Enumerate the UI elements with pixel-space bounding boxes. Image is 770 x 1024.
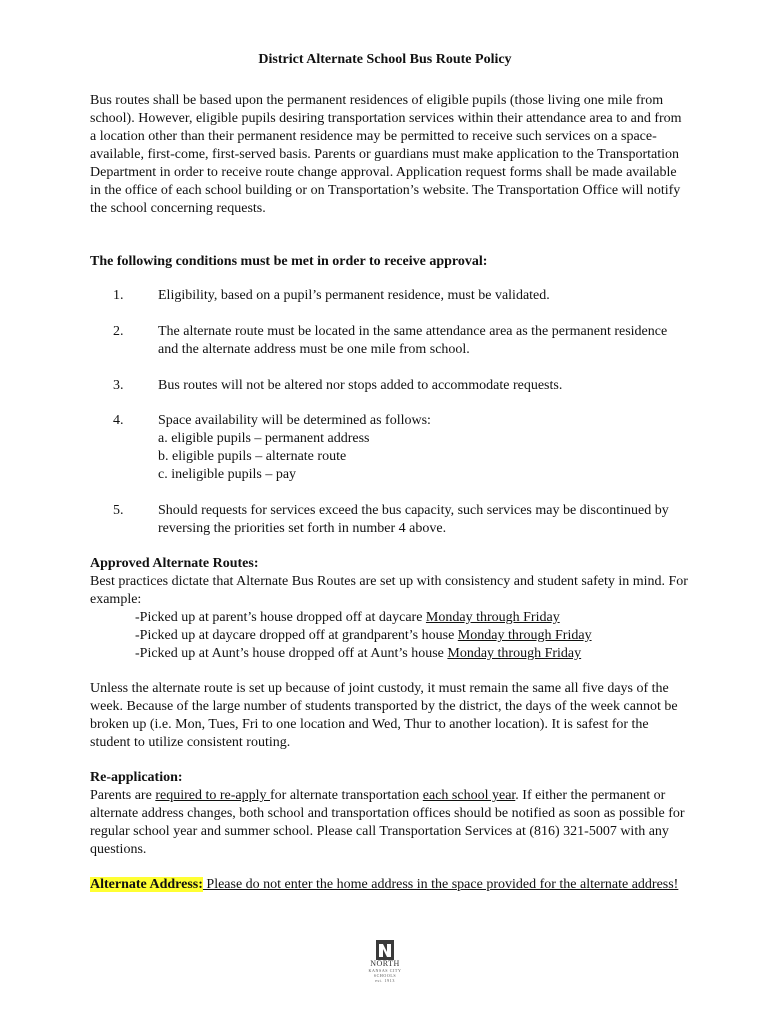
condition-number: 3.	[113, 378, 124, 393]
sublist-item: b. eligible pupils – alternate route	[158, 449, 347, 464]
logo-emblem-icon	[376, 940, 394, 960]
district-logo	[355, 940, 415, 1010]
example-route	[90, 627, 690, 645]
document-title: District Alternate School Bus Route Policy	[258, 52, 512, 67]
reapplication-heading: Re-application:	[90, 770, 183, 785]
approved-routes-section	[90, 555, 690, 663]
conditions-heading: The following conditions must be met in order to receive approval:	[90, 254, 488, 269]
condition-text: Bus routes will not be altered nor stops added to accommodate requests.	[158, 378, 563, 393]
approved-routes-text: Best practices dictate that Alternate Bus Routes are set up with consistency and student safety in mind. For example:	[90, 574, 688, 607]
example-route-text: -Picked up at Aunt’s house dropped off at Aunt’s house	[135, 646, 448, 661]
condition-number: 5.	[113, 503, 124, 518]
reapplication-text-part: for alternate transportation	[270, 788, 423, 803]
condition-text-with-sublist	[158, 412, 678, 484]
reapplication-emphasis: each school year	[422, 788, 516, 803]
alternate-address-text: Please do not enter the home address in the space provided for the alternate address!	[202, 877, 679, 892]
condition-number: 2.	[113, 324, 124, 339]
logo-text-established: est. 1913	[375, 978, 395, 983]
alternate-address-notice	[90, 876, 690, 894]
condition-text: Space availability will be determined as follows:	[158, 413, 431, 428]
sublist-item: c. ineligible pupils – pay	[158, 467, 297, 482]
alternate-address-label: Alternate Address:	[90, 877, 203, 892]
logo-text-kansas-city: KANSAS CITY	[368, 968, 402, 973]
condition-text: Should requests for services exceed the bus capacity, such services may be discontinued by reversing the priorities set forth in number 4 above.	[158, 503, 669, 536]
reapplication-section	[90, 769, 690, 859]
approved-routes-heading: Approved Alternate Routes:	[90, 556, 259, 571]
reapplication-emphasis: required to re-apply	[155, 788, 270, 803]
custody-paragraph: Unless the alternate route is set up because of joint custody, it must remain the same all five days of the week. Because of the large number of students transported by the district, the days of the week cannot be broken up (i.e. Mon, Tues, Fri to one location and Wed, Thur to another location). It is safest for the student to utilize consistent routing.	[90, 681, 678, 750]
condition-text: Eligibility, based on a pupil’s permanent residence, must be validated.	[158, 288, 550, 303]
example-route-text: -Picked up at daycare dropped off at grandparent’s house	[135, 628, 458, 643]
example-route	[90, 609, 690, 627]
example-route-days: Monday through Friday	[457, 628, 592, 643]
intro-paragraph: Bus routes shall be based upon the permanent residences of eligible pupils (those living one mile from school). However, eligible pupils desiring transportation services within their attendance area to and from a location other than their permanent residence may be permitted to receive such services on a space-available, first-come, first-served basis. Parents or guardians must make application to the Transportation Department in order to receive route change approval. Application request forms shall be made available in the office of each school building or on Transportation’s website. The Transportation Office will notify the school concerning requests.	[90, 93, 682, 216]
example-route	[90, 645, 690, 663]
logo-text-schools: SCHOOLS	[373, 973, 397, 978]
example-route-text: -Picked up at parent’s house dropped off at daycare	[135, 610, 426, 625]
condition-number: 1.	[113, 288, 124, 303]
condition-number: 4.	[113, 413, 124, 428]
sublist-item: a. eligible pupils – permanent address	[158, 431, 370, 446]
example-route-days: Monday through Friday	[425, 610, 560, 625]
reapplication-text-part: . If either the permanent or alternate address changes, both school and transportation offices should be notified as soon as possible for regular school year and summer school. Please call Transportation Services at (816) 321-5007 with any questions.	[90, 788, 685, 857]
logo-text-north: NORTH	[370, 959, 400, 968]
condition-text: The alternate route must be located in the same attendance area as the permanent residence and the alternate address must be one mile from school.	[158, 324, 668, 357]
reapplication-text-part: Parents are	[90, 788, 156, 803]
example-route-days: Monday through Friday	[447, 646, 582, 661]
reapplication-text	[90, 788, 685, 857]
